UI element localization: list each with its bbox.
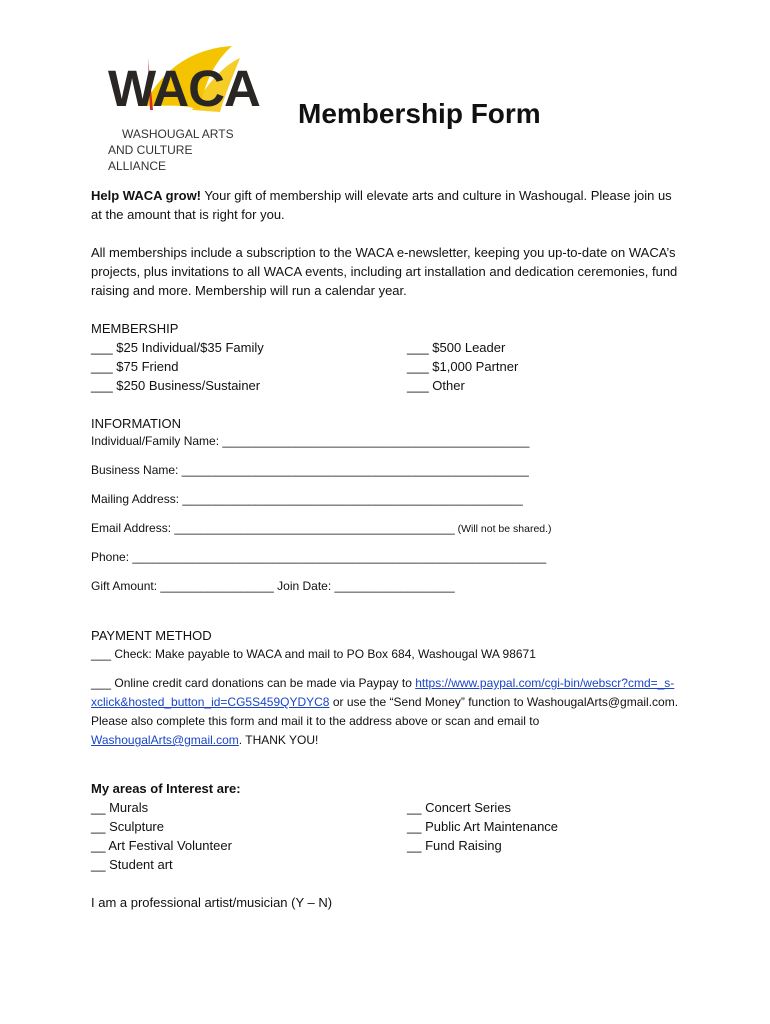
membership-heading: MEMBERSHIP [91, 321, 179, 336]
interests-section [91, 779, 691, 874]
logo-subtitle-line1: WASHOUGAL ARTS [122, 127, 234, 141]
waca-logo [104, 44, 260, 173]
interest-art-festival-volunteer: __ Art Festival Volunteer [91, 838, 232, 853]
interests-heading: My areas of Interest are: [91, 781, 241, 796]
membership-option-250: ___ $250 Business/Sustainer [91, 378, 261, 393]
business-name-field[interactable]: Business Name: ____________________________________________________ [91, 463, 529, 477]
phone-field[interactable]: Phone: ______________________________________________________________ [91, 550, 547, 564]
mailing-address-field[interactable]: Mailing Address: ___________________________________________________ [91, 492, 523, 506]
payment-online-paragraph [91, 674, 681, 750]
payment-online-middle: or use the “Send Money” function to WashougalArts@gmail.com. Please also complete this form and mail it to the address above or scan and email to [91, 695, 679, 728]
email-address-row [91, 519, 552, 539]
interest-murals: __ Murals [91, 800, 149, 815]
membership-section [91, 319, 691, 395]
intro-paragraph [91, 186, 681, 224]
interest-student-art: __ Student art [91, 857, 173, 872]
interest-sculpture: __ Sculpture [91, 819, 164, 834]
membership-option-1000: ___ $1,000 Partner [407, 359, 519, 374]
intro-bold: Help WACA grow! [91, 188, 202, 203]
individual-name-field[interactable]: Individual/Family Name: ______________________________________________ [91, 434, 530, 448]
paypal-link[interactable]: https://www.paypal.com/cgi-bin/webscr?cmd=_s-xclick&hosted_button_id=CG5S459QYDYC8 [91, 676, 675, 709]
interest-fund-raising: __ Fund Raising [407, 838, 502, 853]
gift-joindate-field[interactable]: Gift Amount: _________________ Join Date: __________________ [91, 579, 455, 593]
membership-option-500: ___ $500 Leader [407, 340, 506, 355]
membership-option-75: ___ $75 Friend [91, 359, 179, 374]
page-title: Membership Form [298, 98, 541, 129]
payment-online-prefix: ___ Online credit card donations can be made via Paypay to [91, 676, 416, 690]
information-heading: INFORMATION [91, 416, 182, 431]
payment-heading: PAYMENT METHOD [91, 628, 212, 643]
artist-question: I am a professional artist/musician (Y – N) [91, 895, 333, 910]
interest-concert-series: __ Concert Series [407, 800, 512, 815]
email-address-field[interactable]: Email Address: __________________________________________ [91, 521, 455, 535]
email-link[interactable]: WashougalArts@gmail.com [91, 733, 239, 747]
logo-letters: WACA [108, 60, 260, 117]
subscription-paragraph: All memberships include a subscription to the WACA e-newsletter, keeping you up-to-date on WACA’s projects, plus invitations to all WACA events, including art installation and dedication ceremonies, fund raising and more. Membership will run a calendar year. [91, 245, 678, 298]
logo-subtitle-line2: AND CULTURE ALLIANCE [108, 143, 193, 173]
membership-option-25: ___ $25 Individual/$35 Family [91, 340, 264, 355]
payment-online-suffix: . THANK YOU! [238, 733, 319, 747]
payment-check-option: ___ Check: Make payable to WACA and mail to PO Box 684, Washougal WA 98671 [91, 647, 536, 661]
membership-option-other: ___ Other [407, 378, 465, 393]
email-note: (Will not be shared.) [454, 523, 552, 535]
interest-public-art-maintenance: __ Public Art Maintenance [407, 819, 559, 834]
intro-text: Your gift of membership will elevate arts and culture in Washougal. Please join us at the amount that is right for you. [91, 188, 672, 222]
